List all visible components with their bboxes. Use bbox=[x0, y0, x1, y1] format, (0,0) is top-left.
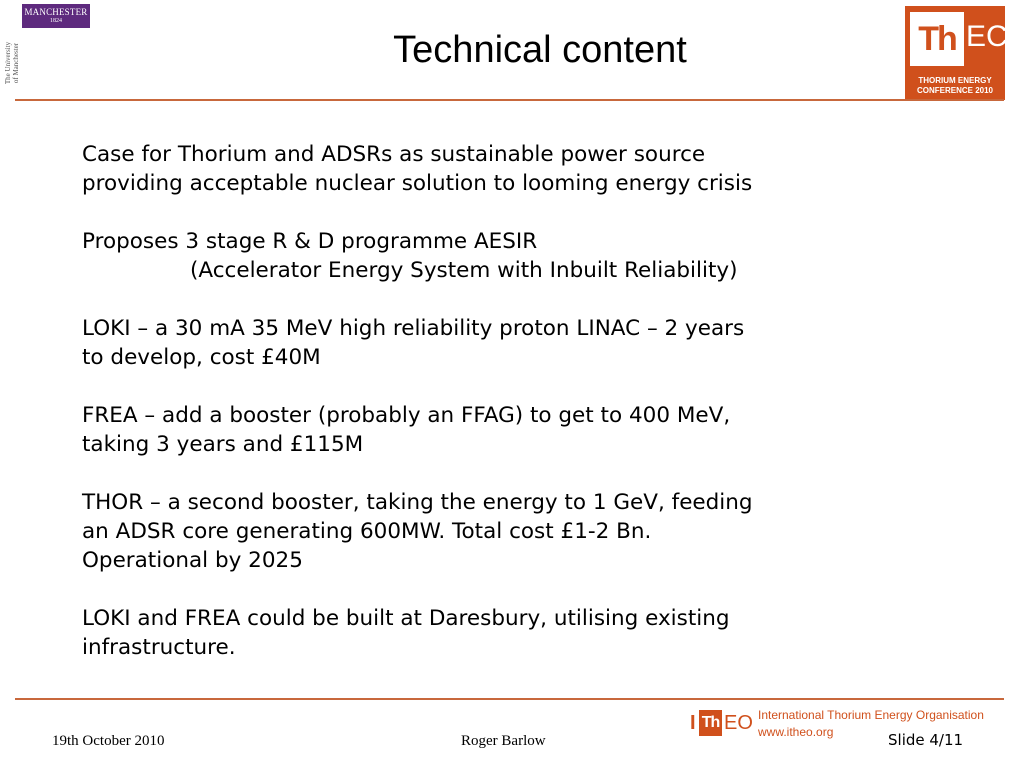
manchester-logo-year: 1824 bbox=[50, 18, 62, 24]
conference-logo bbox=[905, 6, 1008, 100]
text-line: providing acceptable nuclear solution to looming energy crisis bbox=[82, 171, 753, 196]
itheo-logo-eo: EO bbox=[724, 712, 753, 734]
university-text-line-2: of Manchester bbox=[12, 42, 20, 84]
itheo-logo-i: I bbox=[690, 712, 696, 734]
text-line: LOKI – a 30 mA 35 MeV high reliability proton LINAC – 2 years bbox=[82, 316, 745, 341]
conference-logo-th: Th bbox=[910, 12, 964, 66]
footer-date: 19th October 2010 bbox=[52, 733, 165, 749]
text-line: FREA – add a booster (probably an FFAG) to get to 400 MeV, bbox=[82, 403, 731, 428]
text-line: Operational by 2025 bbox=[82, 548, 303, 573]
text-line: Proposes 3 stage R & D programme AESIR bbox=[82, 229, 538, 254]
text-line: THOR – a second booster, taking the energy to 1 GeV, feeding bbox=[82, 490, 753, 515]
paragraph-loki bbox=[82, 314, 882, 372]
conference-logo-line-2: CONFERENCE 2010 bbox=[916, 86, 994, 95]
footer-divider bbox=[15, 698, 1004, 700]
slide-body bbox=[82, 140, 882, 691]
manchester-logo bbox=[22, 4, 90, 28]
paragraph-daresbury bbox=[82, 604, 882, 662]
paragraph-aesir bbox=[82, 227, 882, 285]
conference-logo-subtitle bbox=[907, 76, 1003, 96]
conference-logo-ec: EC bbox=[966, 20, 1008, 53]
text-line: Case for Thorium and ADSRs as sustainable power source bbox=[82, 142, 706, 167]
paragraph-thorium-case bbox=[82, 140, 882, 198]
text-line: infrastructure. bbox=[82, 635, 236, 660]
manchester-logo-name: MANCHESTER bbox=[24, 7, 88, 17]
university-text-line-1: The University bbox=[4, 41, 12, 85]
text-line: taking 3 years and £115M bbox=[82, 432, 364, 457]
text-line: (Accelerator Energy System with Inbuilt Reliability) bbox=[190, 258, 738, 283]
itheo-logo-th: Th bbox=[699, 710, 722, 736]
header-divider bbox=[15, 99, 1004, 101]
paragraph-thor bbox=[82, 488, 882, 575]
conference-logo-line-1: THORIUM ENERGY bbox=[918, 76, 992, 85]
university-vertical-text bbox=[2, 34, 22, 92]
text-line: LOKI and FREA could be built at Daresbury, utilising existing bbox=[82, 606, 730, 631]
itheo-org-name: International Thorium Energy Organisation bbox=[758, 708, 984, 722]
page-title: Technical content bbox=[393, 29, 687, 71]
footer-author: Roger Barlow bbox=[461, 733, 546, 749]
paragraph-frea bbox=[82, 401, 882, 459]
slide-number: Slide 4/11 bbox=[888, 731, 964, 749]
itheo-website: www.itheo.org bbox=[758, 725, 834, 739]
text-line: an ADSR core generating 600MW. Total cost £1-2 Bn. bbox=[82, 519, 652, 544]
text-line: to develop, cost £40M bbox=[82, 345, 321, 370]
